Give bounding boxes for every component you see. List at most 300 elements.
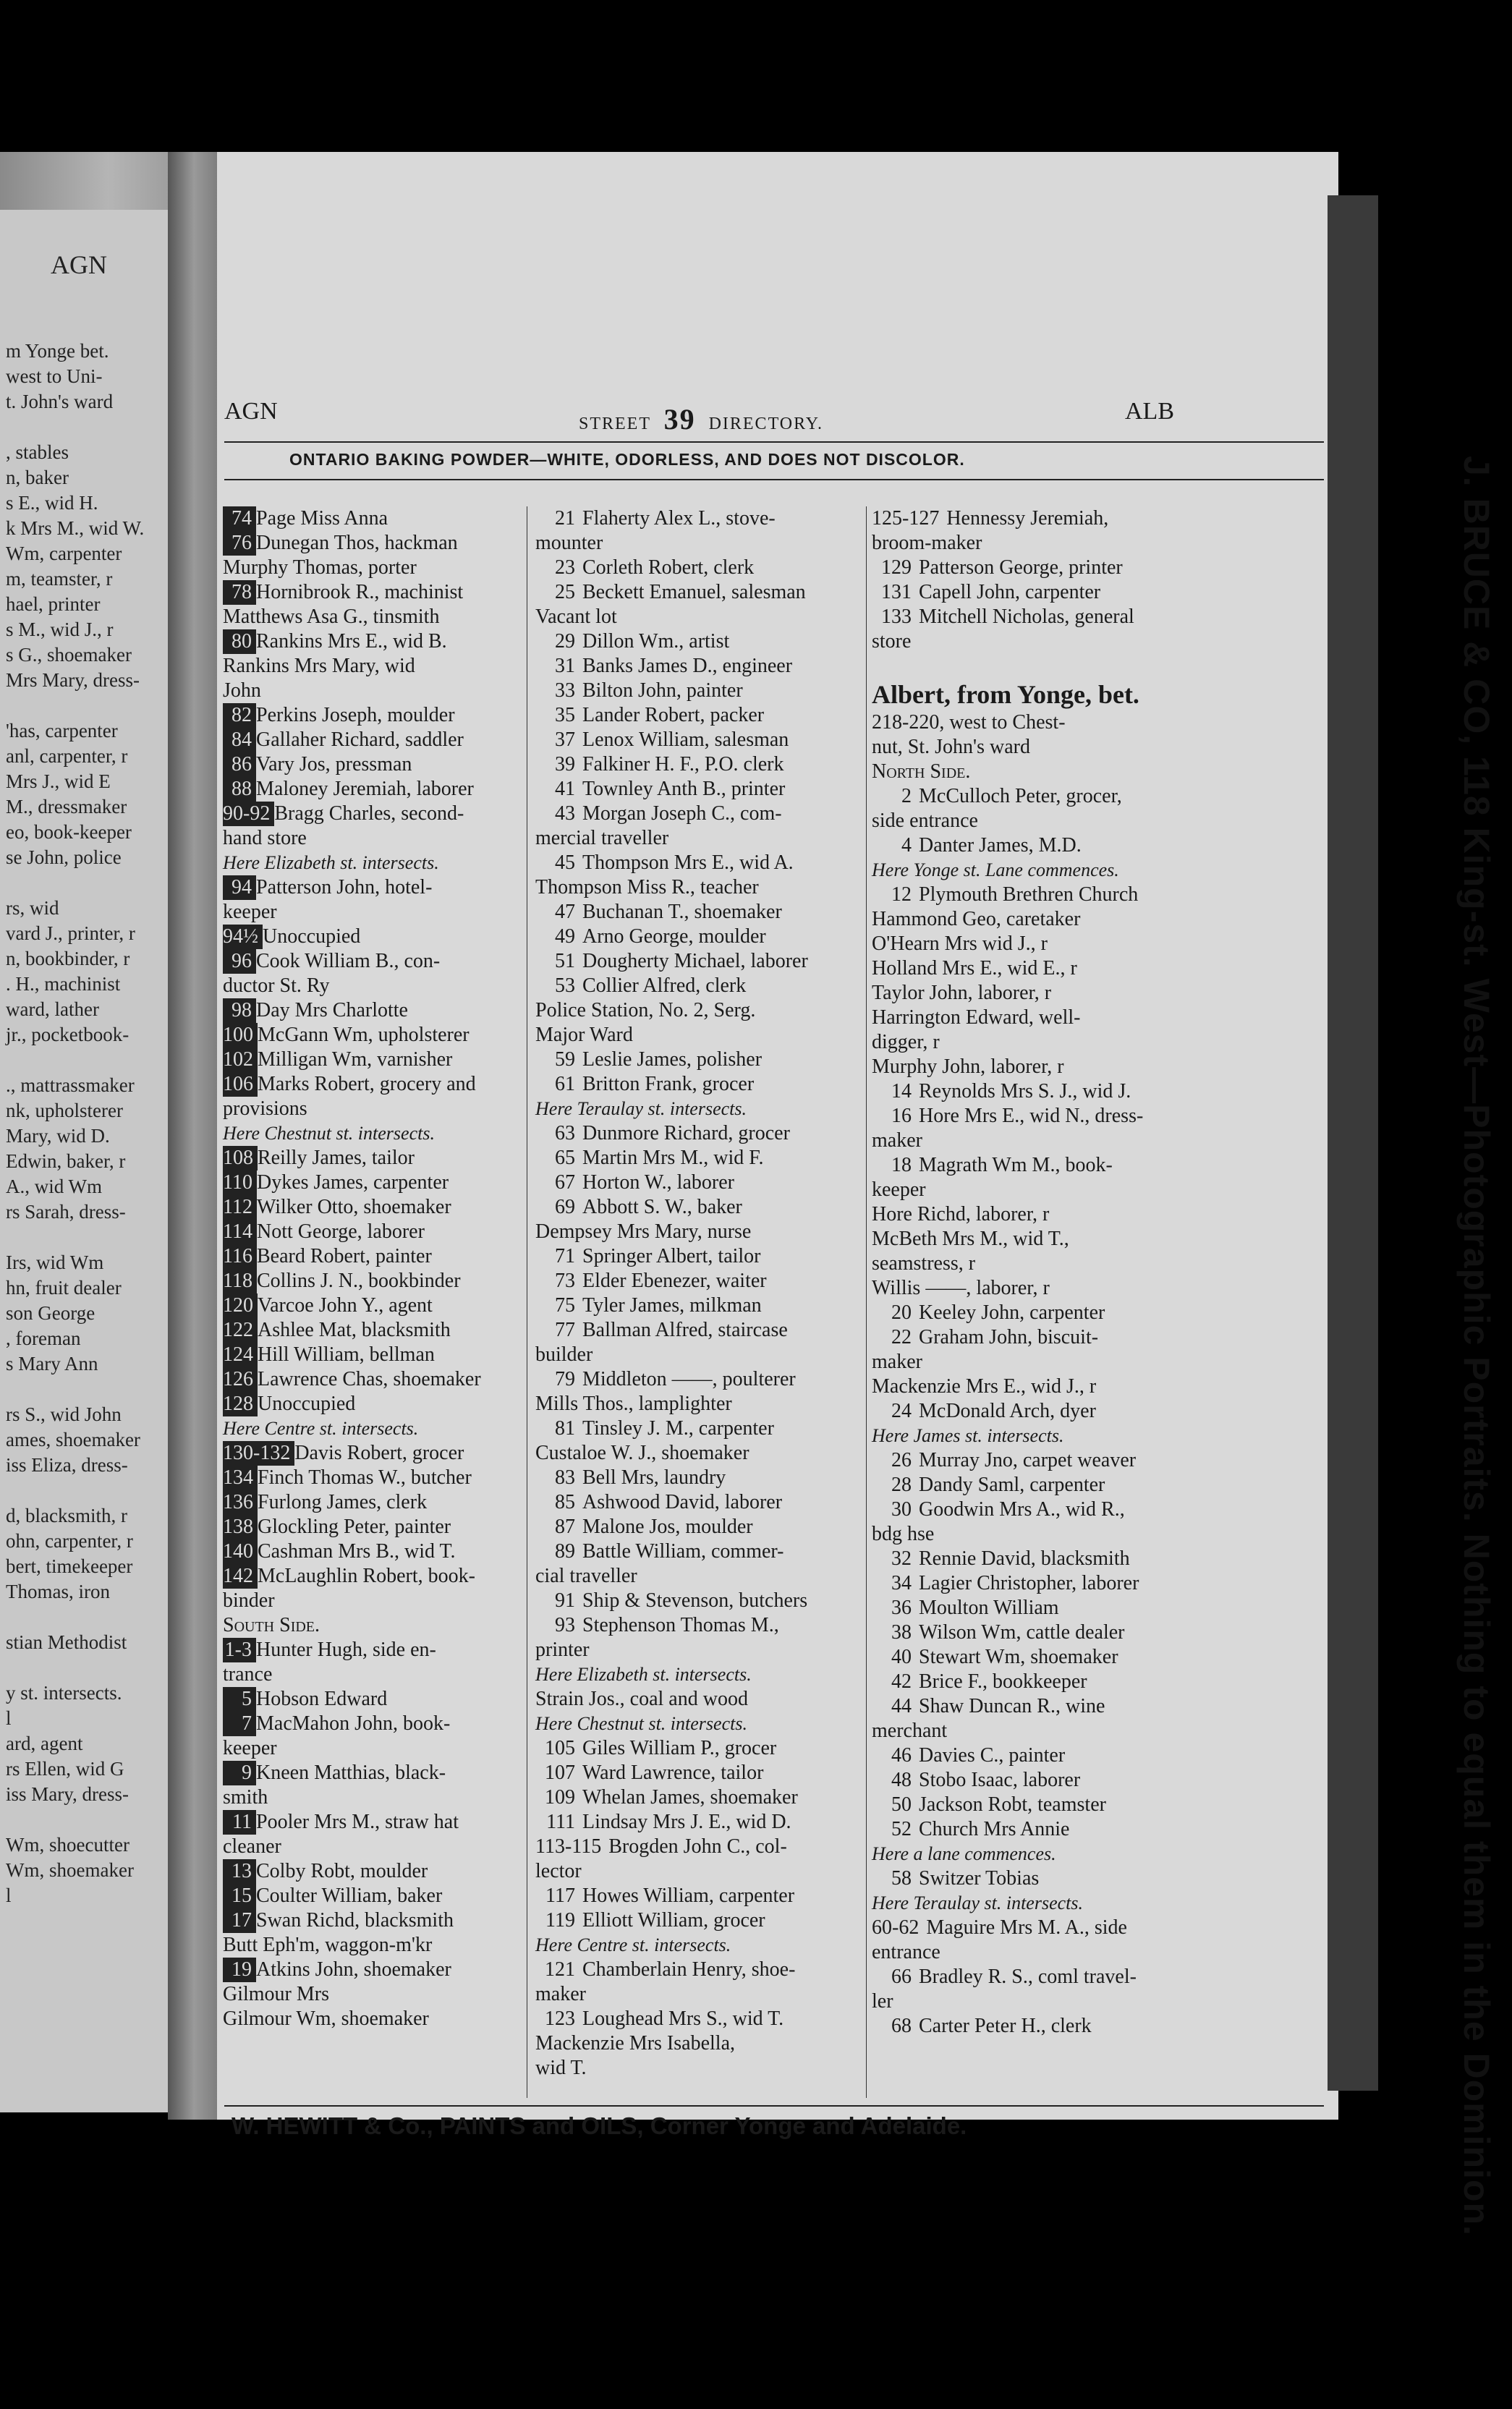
directory-entry xyxy=(223,1023,523,1048)
previous-page-line: iss Eliza, dress- xyxy=(6,1454,128,1476)
house-number: 75 xyxy=(555,1294,575,1317)
running-header xyxy=(217,398,1338,434)
directory-entry xyxy=(872,1448,1183,1473)
house-number: 86 xyxy=(223,752,256,777)
directory-entry xyxy=(535,1392,868,1416)
directory-entry xyxy=(872,1399,1183,1424)
entry-text: Hore Mrs E., wid N., dress- xyxy=(919,1105,1144,1127)
directory-entry xyxy=(223,900,523,925)
directory-entry xyxy=(535,802,868,826)
directory-entry xyxy=(223,1564,523,1589)
directory-entry xyxy=(872,1989,1183,2014)
entry-text: Elliott William, grocer xyxy=(582,1909,765,1932)
house-number: 98 xyxy=(223,998,256,1023)
house-number: 142 xyxy=(223,1564,258,1589)
directory-entry xyxy=(535,949,868,974)
directory-entry xyxy=(223,875,523,900)
directory-entry xyxy=(872,1916,1183,1940)
directory-entry xyxy=(223,1269,523,1293)
entry-text: Atkins John, shoemaker xyxy=(256,1958,451,1981)
header-directory: DIRECTORY. xyxy=(708,415,824,433)
house-number: 87 xyxy=(555,1516,575,1538)
directory-entry xyxy=(223,1146,523,1170)
directory-entry xyxy=(872,1153,1183,1178)
directory-entry xyxy=(535,875,868,900)
directory-entry xyxy=(872,907,1183,932)
directory-entry xyxy=(223,1293,523,1318)
house-number: 121 xyxy=(545,1958,575,1981)
entry-text: Dougherty Michael, laborer xyxy=(582,950,808,972)
house-number: 44 xyxy=(891,1695,912,1717)
entry-text: Brice F., bookkeeper xyxy=(919,1670,1087,1693)
entry-text: Bragg Charles, second- xyxy=(274,802,464,825)
entry-text: Dandy Saml, carpenter xyxy=(919,1474,1105,1496)
directory-entry xyxy=(535,1170,868,1195)
previous-page-line: m Yonge bet. xyxy=(6,340,109,362)
directory-entry xyxy=(872,1817,1183,1842)
directory-entry xyxy=(872,629,1183,654)
entry-text: provisions xyxy=(223,1097,307,1120)
house-number: 85 xyxy=(555,1491,575,1513)
entry-text: Hennessy Jeremiah, xyxy=(946,507,1109,530)
house-number: 91 xyxy=(555,1589,575,1612)
previous-page-line: rs Ellen, wid G xyxy=(6,1758,124,1780)
directory-entry xyxy=(872,710,1183,735)
previous-page-line: iss Mary, dress- xyxy=(6,1783,129,1805)
entry-text: wid T. xyxy=(535,2057,587,2079)
entry-text: Dempsey Mrs Mary, nurse xyxy=(535,1220,752,1243)
entry-text: Butt Eph'm, waggon-m'kr xyxy=(223,1934,433,1956)
directory-entry xyxy=(872,1252,1183,1276)
directory-entry xyxy=(535,1048,868,1072)
house-number: 83 xyxy=(555,1466,575,1489)
previous-page-line: m, teamster, r xyxy=(6,568,113,590)
house-number: 73 xyxy=(555,1270,575,1292)
entry-text: Buchanan T., shoemaker xyxy=(582,901,782,923)
entry-text: Carter Peter H., clerk xyxy=(919,2015,1092,2037)
directory-entry xyxy=(223,1244,523,1269)
house-number: 123 xyxy=(545,2008,575,2030)
directory-entry xyxy=(872,1375,1183,1399)
house-number: 114 xyxy=(223,1220,257,1244)
entry-text: cleaner xyxy=(223,1835,281,1858)
house-number: 13 xyxy=(223,1859,256,1884)
entry-text: Reilly James, tailor xyxy=(258,1147,415,1169)
directory-entry xyxy=(535,1859,868,1884)
entry-text: trance xyxy=(223,1663,273,1686)
entry-text: Wilson Wm, cattle dealer xyxy=(919,1621,1125,1644)
directory-entry xyxy=(535,1146,868,1170)
directory-entry xyxy=(872,784,1183,809)
entry-text: Stewart Wm, shoemaker xyxy=(919,1646,1118,1668)
entry-text: mounter xyxy=(535,532,603,554)
directory-entry xyxy=(535,1121,868,1146)
entry-text: McBeth Mrs M., wid T., xyxy=(872,1228,1069,1250)
entry-text: Maloney Jeremiah, laborer xyxy=(256,778,474,800)
entry-text: Vacant lot xyxy=(535,606,617,628)
directory-entry xyxy=(223,777,523,802)
intersection-note xyxy=(872,1424,1183,1448)
directory-entry xyxy=(535,1810,868,1835)
directory-entry xyxy=(872,932,1183,956)
previous-page-line: Mrs J., wid E xyxy=(6,770,111,792)
entry-text: side entrance xyxy=(872,810,978,832)
directory-page xyxy=(217,152,1497,2236)
house-number: 60-62 xyxy=(872,1916,919,1939)
top-advert-banner: ONTARIO BAKING POWDER—WHITE, ODORLESS, AND DOES NOT DISCOLOR. xyxy=(289,450,965,469)
entry-text: Here Centre st. intersects. xyxy=(535,1934,731,1955)
directory-entry xyxy=(872,654,1183,679)
directory-entry xyxy=(872,506,1183,531)
house-number: 45 xyxy=(555,851,575,874)
entry-text: Major Ward xyxy=(535,1024,633,1046)
house-number: 122 xyxy=(223,1318,258,1343)
directory-entry xyxy=(535,1589,868,1613)
previous-page-line: nk, upholsterer xyxy=(6,1100,123,1121)
entry-text: McGann Wm, upholsterer xyxy=(258,1024,470,1046)
entry-text: merchant xyxy=(872,1720,948,1742)
house-number: 33 xyxy=(555,679,575,702)
entry-text: Taylor John, laborer, r xyxy=(872,982,1052,1004)
entry-text: Ship & Stevenson, butchers xyxy=(582,1589,808,1612)
entry-text: Here Centre st. intersects. xyxy=(223,1418,419,1439)
directory-entry xyxy=(535,1367,868,1392)
entry-text: Falkiner H. F., P.O. clerk xyxy=(582,753,784,776)
entry-text: Lagier Christopher, laborer xyxy=(919,1572,1139,1594)
entry-text: Lenox William, salesman xyxy=(582,728,789,751)
directory-entry xyxy=(535,925,868,949)
previous-page-line: rs, wid xyxy=(6,897,59,919)
directory-entry xyxy=(872,1497,1183,1522)
entry-text: Nott George, laborer xyxy=(256,1220,425,1243)
directory-entry xyxy=(223,1835,523,1859)
house-number: 37 xyxy=(555,728,575,751)
banner-rule xyxy=(224,479,1324,480)
entry-text: Davies C., painter xyxy=(919,1744,1066,1767)
house-number: 69 xyxy=(555,1196,575,1218)
house-number: 89 xyxy=(555,1540,575,1563)
house-number: 109 xyxy=(545,1786,575,1809)
directory-entry xyxy=(223,802,523,826)
directory-entry xyxy=(872,1202,1183,1227)
previous-page-line: ames, shoemaker xyxy=(6,1429,140,1450)
house-number: 52 xyxy=(891,1818,912,1840)
directory-entry xyxy=(223,1613,523,1638)
intersection-note xyxy=(535,1933,868,1958)
directory-entry xyxy=(223,1589,523,1613)
house-number: 17 xyxy=(223,1908,256,1933)
intersection-note xyxy=(535,1097,868,1121)
house-number: 80 xyxy=(223,629,256,654)
directory-entry xyxy=(872,1793,1183,1817)
house-number: 111 xyxy=(546,1811,575,1833)
house-number: 93 xyxy=(555,1614,575,1636)
previous-page-line: k Mrs M., wid W. xyxy=(6,517,145,539)
directory-entry xyxy=(223,580,523,605)
entry-text: Wilker Otto, shoemaker xyxy=(256,1196,451,1218)
directory-entry xyxy=(535,1441,868,1466)
directory-entry xyxy=(535,752,868,777)
house-number: 47 xyxy=(555,901,575,923)
header-rule xyxy=(224,441,1324,443)
house-number: 94½ xyxy=(223,925,263,949)
house-number: 14 xyxy=(891,1080,912,1102)
previous-page-line: l xyxy=(6,1885,12,1906)
entry-text: Jackson Robt, teamster xyxy=(919,1793,1106,1816)
directory-entry xyxy=(535,1318,868,1343)
directory-entry xyxy=(535,1220,868,1244)
entry-text: Malone Jos, moulder xyxy=(582,1516,753,1538)
house-number: 59 xyxy=(555,1048,575,1071)
entry-text: Horton W., laborer xyxy=(582,1171,734,1194)
entry-text: Giles William P., grocer xyxy=(582,1737,777,1759)
house-number: 88 xyxy=(223,777,256,802)
directory-entry xyxy=(872,1547,1183,1571)
intersection-note xyxy=(535,1662,868,1687)
entry-text: Rankins Mrs E., wid B. xyxy=(256,630,447,653)
header-left: AGN xyxy=(224,398,278,425)
directory-entry xyxy=(535,900,868,925)
directory-entry xyxy=(872,1030,1183,1055)
entry-text: Mills Thos., lamplighter xyxy=(535,1393,732,1415)
entry-text: Pooler Mrs M., straw hat xyxy=(256,1811,459,1833)
entry-text: Hobson Edward xyxy=(256,1688,388,1710)
directory-entry xyxy=(223,1515,523,1539)
directory-entry xyxy=(872,883,1183,907)
entry-text: Patterson John, hotel- xyxy=(256,876,433,898)
house-number: 67 xyxy=(555,1171,575,1194)
house-number: 84 xyxy=(223,728,256,752)
directory-entry xyxy=(223,605,523,629)
previous-page-line: se John, police xyxy=(6,846,122,868)
entry-text: Mackenzie Mrs Isabella, xyxy=(535,2032,735,2055)
directory-entry xyxy=(223,506,523,531)
book-spine xyxy=(1328,195,1378,2091)
previous-page-fragment xyxy=(0,210,174,2112)
entry-text: Rankins Mrs Mary, wid xyxy=(223,655,415,677)
directory-entry xyxy=(535,1613,868,1638)
entry-text: Dillon Wm., artist xyxy=(582,630,730,653)
entry-text: Keeley John, carpenter xyxy=(919,1301,1105,1324)
house-number: 28 xyxy=(891,1474,912,1496)
entry-text: binder xyxy=(223,1589,275,1612)
directory-entry xyxy=(223,1441,523,1466)
entry-text: Willis ——, laborer, r xyxy=(872,1277,1050,1299)
house-number: 79 xyxy=(555,1368,575,1390)
side-advert xyxy=(1447,456,1512,2409)
directory-entry xyxy=(535,703,868,728)
house-number: 18 xyxy=(891,1154,912,1176)
entry-text: ler xyxy=(872,1990,893,2013)
entry-text: Hill William, bellman xyxy=(258,1343,435,1366)
house-number: 138 xyxy=(223,1515,258,1539)
directory-entry xyxy=(872,1227,1183,1252)
house-number: 108 xyxy=(223,1146,258,1170)
directory-entry xyxy=(535,728,868,752)
directory-entry xyxy=(535,1515,868,1539)
previous-page-line: Wm, shoemaker xyxy=(6,1859,134,1881)
house-number: 90-92 xyxy=(223,802,274,826)
directory-entry xyxy=(223,1785,523,1810)
house-number: 24 xyxy=(891,1400,912,1422)
entry-text: lector xyxy=(535,1860,582,1882)
entry-text: Here Chestnut st. intersects. xyxy=(535,1713,747,1734)
entry-text: keeper xyxy=(223,901,277,923)
entry-text: maker xyxy=(872,1351,922,1373)
directory-entry xyxy=(535,1343,868,1367)
entry-text: Page Miss Anna xyxy=(256,507,388,530)
directory-entry xyxy=(872,531,1183,556)
entry-text: Colby Robt, moulder xyxy=(256,1860,428,1882)
entry-text: O'Hearn Mrs wid J., r xyxy=(872,932,1048,955)
directory-entry xyxy=(535,1761,868,1785)
street-heading xyxy=(872,679,1183,710)
directory-entry xyxy=(223,974,523,998)
previous-page-line: s M., wid J., r xyxy=(6,619,114,640)
directory-entry xyxy=(223,1539,523,1564)
directory-entry xyxy=(223,556,523,580)
house-number: 12 xyxy=(891,883,912,906)
house-number: 119 xyxy=(545,1909,575,1932)
entry-text: Beckett Emanuel, salesman xyxy=(582,581,806,603)
entry-text: Howes William, carpenter xyxy=(582,1885,795,1907)
directory-entry xyxy=(223,1466,523,1490)
house-number: 96 xyxy=(223,949,256,974)
house-number: 30 xyxy=(891,1498,912,1521)
entry-text: Custaloe W. J., shoemaker xyxy=(535,1442,749,1464)
directory-entry xyxy=(535,998,868,1023)
entry-text: nut, St. John's ward xyxy=(872,736,1030,758)
entry-text: Britton Frank, grocer xyxy=(582,1073,755,1095)
entry-text: Murphy Thomas, porter xyxy=(223,556,417,579)
entry-text: Moulton William xyxy=(919,1597,1059,1619)
directory-entry xyxy=(535,654,868,679)
entry-text: Arno George, moulder xyxy=(582,925,766,948)
house-number: 43 xyxy=(555,802,575,825)
column-1 xyxy=(223,506,523,2031)
house-number: 112 xyxy=(223,1195,257,1220)
house-number: 40 xyxy=(891,1646,912,1668)
directory-entry xyxy=(223,679,523,703)
directory-entry xyxy=(872,605,1183,629)
entry-text: Vary Jos, pressman xyxy=(256,753,412,776)
directory-entry xyxy=(872,1965,1183,1989)
page-number: 39 xyxy=(663,403,696,436)
previous-page-line: Mrs Mary, dress- xyxy=(6,669,140,691)
directory-entry xyxy=(872,1178,1183,1202)
previous-page-line: Edwin, baker, r xyxy=(6,1150,126,1172)
previous-page-line: stian Methodist xyxy=(6,1631,127,1653)
directory-entry xyxy=(535,556,868,580)
house-number: 53 xyxy=(555,974,575,997)
house-number: 105 xyxy=(545,1737,575,1759)
directory-entry xyxy=(535,1072,868,1097)
previous-page-line: 'has, carpenter xyxy=(6,720,118,742)
previous-page-line: jr., pocketbook- xyxy=(6,1024,129,1045)
entry-text: Unoccupied xyxy=(258,1393,356,1415)
house-number: 128 xyxy=(223,1392,258,1416)
directory-entry xyxy=(223,998,523,1023)
house-number: 29 xyxy=(555,630,575,653)
entry-text: builder xyxy=(535,1343,593,1366)
house-number: 116 xyxy=(223,1244,257,1269)
directory-entry xyxy=(223,1810,523,1835)
directory-entry xyxy=(872,833,1183,858)
directory-entry xyxy=(872,1055,1183,1079)
entry-text: Hornibrook R., machinist xyxy=(256,581,464,603)
directory-entry xyxy=(223,1490,523,1515)
house-number: 23 xyxy=(555,556,575,579)
entry-text: Lindsay Mrs J. E., wid D. xyxy=(582,1811,791,1833)
previous-page-line: , foreman xyxy=(6,1327,81,1349)
entry-text: Corleth Robert, clerk xyxy=(582,556,755,579)
entry-text: Springer Albert, tailor xyxy=(582,1245,761,1267)
entry-text: Elder Ebenezer, waiter xyxy=(582,1270,767,1292)
entry-text: Goodwin Mrs A., wid R., xyxy=(919,1498,1125,1521)
entry-text: Thompson Mrs E., wid A. xyxy=(582,851,794,874)
entry-text: Mitchell Nicholas, general xyxy=(919,606,1134,628)
entry-text: Furlong James, clerk xyxy=(258,1491,428,1513)
house-number: 35 xyxy=(555,704,575,726)
entry-text: Milligan Wm, varnisher xyxy=(258,1048,453,1071)
house-number: 61 xyxy=(555,1073,575,1095)
entry-text: broom-maker xyxy=(872,532,982,554)
directory-entry xyxy=(223,1958,523,1982)
house-number: 11 xyxy=(223,1810,256,1835)
previous-page-line: rs Sarah, dress- xyxy=(6,1201,126,1223)
intersection-note xyxy=(223,1416,523,1441)
entry-text: Gilmour Mrs xyxy=(223,1983,329,2005)
house-number: 48 xyxy=(891,1769,912,1791)
previous-page-line: s Mary Ann xyxy=(6,1353,98,1375)
directory-entry xyxy=(872,981,1183,1006)
directory-entry xyxy=(872,1645,1183,1670)
house-number: 31 xyxy=(555,655,575,677)
entry-text: Hunter Hugh, side en- xyxy=(256,1639,436,1661)
entry-text: Ballman Alfred, staircase xyxy=(582,1319,788,1341)
directory-entry xyxy=(535,1736,868,1761)
directory-entry xyxy=(535,1539,868,1564)
directory-entry xyxy=(535,2031,868,2056)
entry-text: Beard Robert, painter xyxy=(256,1245,432,1267)
previous-page-line: son George xyxy=(6,1302,95,1324)
house-number: 102 xyxy=(223,1048,258,1072)
entry-text: Marks Robert, grocery and xyxy=(258,1073,476,1095)
directory-entry xyxy=(872,1620,1183,1645)
entry-text: Day Mrs Charlotte xyxy=(256,999,408,1021)
directory-entry xyxy=(535,1908,868,1933)
directory-entry xyxy=(872,1276,1183,1301)
directory-entry xyxy=(223,1343,523,1367)
directory-entry xyxy=(223,1712,523,1736)
previous-page-line: ohn, carpenter, r xyxy=(6,1530,133,1552)
intersection-note xyxy=(223,851,523,875)
directory-entry xyxy=(535,1785,868,1810)
house-number: 71 xyxy=(555,1245,575,1267)
house-number: 58 xyxy=(891,1867,912,1890)
previous-page-line: Wm, shoecutter xyxy=(6,1834,129,1856)
entry-text: 218-220, west to Chest- xyxy=(872,711,1066,734)
house-number: 16 xyxy=(891,1105,912,1127)
entry-text: Capell John, carpenter xyxy=(919,581,1101,603)
house-number: 76 xyxy=(223,531,256,556)
entry-text: Here Teraulay st. intersects. xyxy=(535,1098,747,1119)
entry-text: Cook William B., con- xyxy=(256,950,441,972)
entry-text: Flaherty Alex L., stove- xyxy=(582,507,776,530)
entry-text: digger, r xyxy=(872,1031,940,1053)
directory-entry xyxy=(872,735,1183,760)
house-number: 126 xyxy=(223,1367,258,1392)
